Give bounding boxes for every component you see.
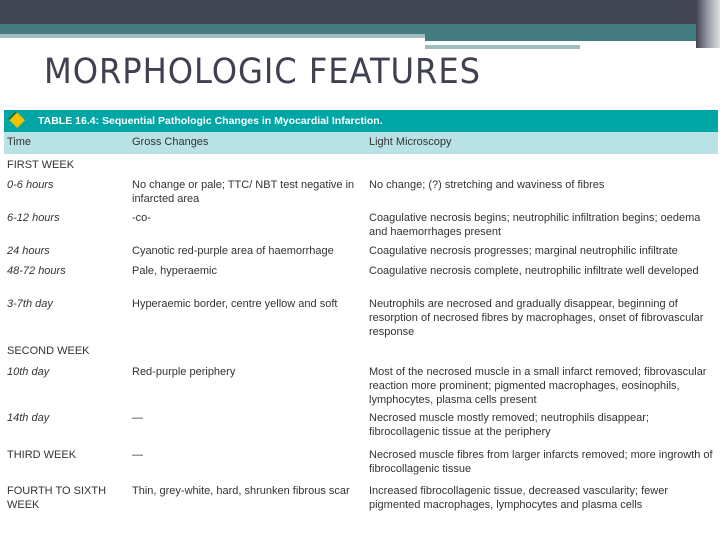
cell-time: SECOND WEEK — [7, 345, 90, 357]
cell-micro: Coagulative necrosis begins; neutrophilic infiltration begins; oedema and haemorrhages present — [369, 212, 701, 238]
cell-gross: -co- — [132, 212, 151, 224]
cell-gross: — — [132, 412, 143, 424]
cell-time: 0-6 hours — [7, 179, 54, 191]
header-light-strip-right2 — [425, 45, 580, 49]
cell-time: 48-72 hours — [7, 265, 66, 277]
cell-micro: Coagulative necrosis progresses; marginal neutrophilic infiltrate — [369, 245, 678, 257]
table-caption: TABLE 16.4: Sequential Pathologic Changes in Myocardial Infarction. — [38, 115, 383, 127]
header-dark-band — [0, 0, 706, 24]
cell-gross: Thin, grey-white, hard, shrunken fibrous scar — [132, 485, 350, 497]
cell-gross: Hyperaemic border, centre yellow and soft — [132, 298, 338, 310]
table-header — [4, 132, 718, 154]
cell-gross: No change or pale; TTC/ NBT test negative in infarcted area — [132, 179, 355, 205]
cell-time: FOURTH TO SIXTH WEEK — [7, 485, 107, 511]
cell-gross: Pale, hyperaemic — [132, 265, 217, 277]
cell-time: 14th day — [7, 412, 50, 424]
page-title: MORPHOLOGIC FEATURES — [44, 52, 481, 92]
header-teal-band — [0, 24, 706, 34]
header-right-edge — [696, 0, 720, 48]
cell-time: 6-12 hours — [7, 212, 60, 224]
cell-time: 3-7th day — [7, 298, 53, 310]
cell-time: 10th day — [7, 366, 50, 378]
table-caption-bar — [4, 110, 718, 132]
header-gross: Gross Changes — [132, 136, 209, 148]
header-time: Time — [7, 136, 32, 148]
cell-gross: Cyanotic red-purple area of haemorrhage — [132, 245, 334, 257]
cell-time: 24 hours — [7, 245, 50, 257]
header-teal-strip-right — [425, 34, 706, 41]
cell-micro: Most of the necrosed muscle in a small infarct removed; fibrovascular reaction more prominent; pigmented macrophages, eosinophils, lymphocytes, plasma cells present — [369, 366, 707, 406]
cell-micro: No change; (?) stretching and waviness of fibres — [369, 179, 605, 191]
header-light-strip — [0, 34, 425, 38]
cell-micro: Neutrophils are necrosed and gradually disappear, beginning of resorption of necrosed fibres by macrophages, onset of fibrovascular response — [369, 298, 704, 338]
cell-micro: Necrosed muscle mostly removed; neutrophils disappear; fibrocollagenic tissue at the periphery — [369, 412, 650, 438]
cell-gross: — — [132, 449, 143, 461]
diamond-icon — [8, 111, 25, 128]
cell-gross: Red-purple periphery — [132, 366, 236, 378]
header-micro: Light Microscopy — [369, 136, 452, 148]
cell-micro: Necrosed muscle fibres from larger infarcts removed; more ingrowth of fibrocollagenic tissue — [369, 449, 713, 475]
cell-time: FIRST WEEK — [7, 159, 75, 171]
cell-micro: Increased fibrocollagenic tissue, decreased vascularity; fewer pigmented macrophages, lymphocytes and plasma cells — [369, 485, 668, 511]
cell-time: THIRD WEEK — [7, 449, 77, 461]
cell-micro: Coagulative necrosis complete, neutrophilic infiltrate well developed — [369, 265, 699, 277]
